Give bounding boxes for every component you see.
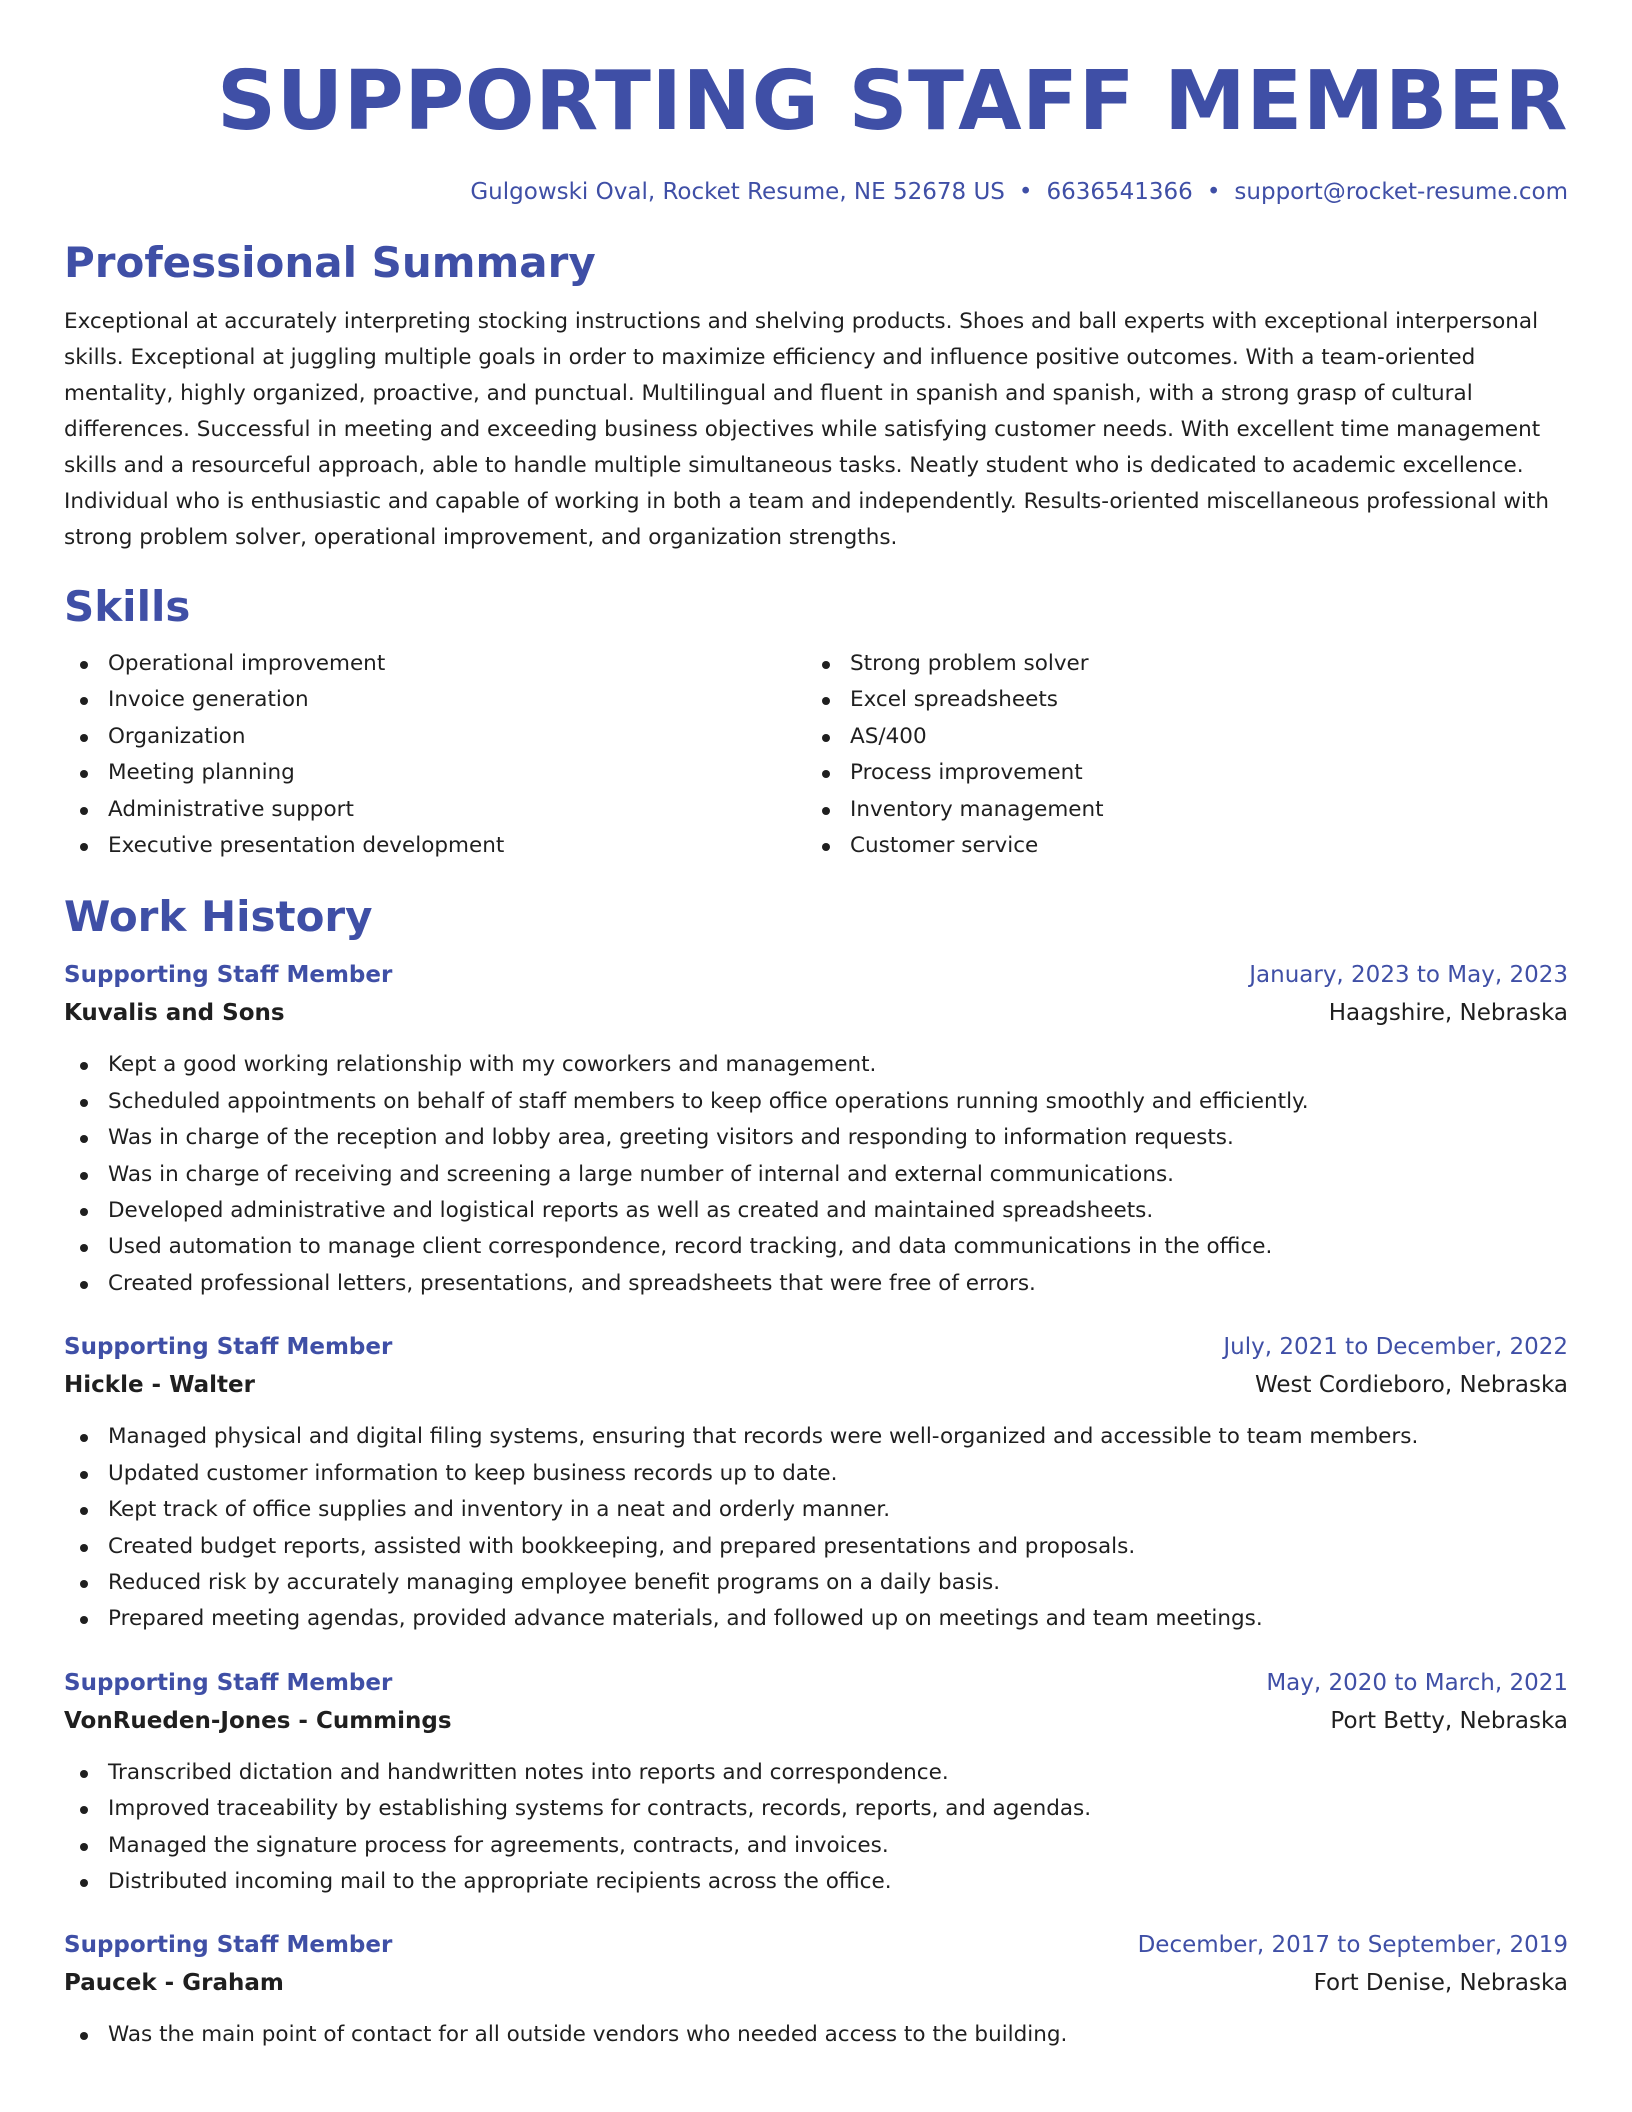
skills-right-column <box>806 646 1548 864</box>
phone-number: 6636541366 <box>1046 179 1193 205</box>
duty-item: Transcribed dictation and handwritten notes into reports and correspondence. <box>64 1755 1568 1791</box>
contact-separator: • <box>1018 179 1033 205</box>
professional-summary-section <box>64 236 1568 556</box>
job-duties <box>64 2017 1568 2053</box>
job-duties <box>64 1047 1568 1302</box>
work-history-section <box>64 890 1568 2053</box>
duty-item: Improved traceability by establishing systems for contracts, records, reports, and agendas. <box>64 1791 1568 1827</box>
address: Gulgowski Oval, Rocket Resume, NE 52678 US <box>470 179 1005 205</box>
job-entry <box>64 956 1568 1302</box>
job-duties <box>64 1419 1568 1637</box>
duty-item: Managed physical and digital filing systems, ensuring that records were well-organized and accessible to team members. <box>64 1419 1568 1455</box>
duty-item: Distributed incoming mail to the appropriate recipients across the office. <box>64 1864 1568 1900</box>
professional-summary-text: Exceptional at accurately interpreting stocking instructions and shelving products. Shoes and ball experts with exceptional interpersonal skills. Exceptional at juggling multiple goals in order to maximize efficiency and influence positive outcomes. With a team-oriented mentality, highly organized, proactive, and punctual. Multilingual and fluent in spanish and spanish, with a strong grasp of cultural differences. Successful in meeting and exceeding business objectives while satisfying customer needs. With excellent time management skills and a resourceful approach, able to handle multiple simultaneous tasks. Neatly student who is dedicated to academic excellence. Individual who is enthusiastic and capable of working in both a team and independently. Results-oriented miscellaneous professional with strong problem solver, operational improvement, and organization strengths. <box>64 309 1550 550</box>
job-heading-row <box>64 956 1568 994</box>
skill-item: AS/400 <box>806 719 1548 755</box>
job-company-row <box>64 1366 1568 1404</box>
job-dates: December, 2017 to September, 2019 <box>1137 1932 1568 1959</box>
duty-item: Updated customer information to keep business records up to date. <box>64 1456 1568 1492</box>
professional-summary-heading: Professional Summary <box>64 238 596 287</box>
skill-item: Excel spreadsheets <box>806 682 1548 718</box>
company-name: Hickle - Walter <box>64 1372 255 1399</box>
company-name: Paucek - Graham <box>64 1970 284 1997</box>
skill-item: Administrative support <box>64 792 806 828</box>
work-history-heading: Work History <box>64 892 373 942</box>
duty-item: Scheduled appointments on behalf of staff members to keep office operations running smoothly and efficiently. <box>64 1084 1568 1120</box>
company-name: VonRueden-Jones - Cummings <box>64 1707 452 1734</box>
job-location: Haagshire, Nebraska <box>1328 1000 1568 1027</box>
skills-section <box>64 580 1568 864</box>
job-heading-row <box>64 1926 1568 1964</box>
duty-item: Kept track of office supplies and inventory in a neat and orderly manner. <box>64 1492 1568 1528</box>
skill-item: Customer service <box>806 828 1548 864</box>
duty-item: Was in charge of the reception and lobby area, greeting visitors and responding to information requests. <box>64 1120 1568 1156</box>
duty-item: Developed administrative and logistical reports as well as created and maintained spreadsheets. <box>64 1193 1568 1229</box>
skill-item: Inventory management <box>806 792 1548 828</box>
duty-item: Reduced risk by accurately managing employee benefit programs on a daily basis. <box>64 1565 1568 1601</box>
job-duties <box>64 1755 1568 1901</box>
job-dates: May, 2020 to March, 2021 <box>1266 1669 1568 1696</box>
duty-item: Prepared meeting agendas, provided advance materials, and followed up on meetings and team meetings. <box>64 1601 1568 1637</box>
job-location: Fort Denise, Nebraska <box>1313 1970 1568 1997</box>
job-heading-row <box>64 1664 1568 1702</box>
duty-item: Used automation to manage client correspondence, record tracking, and data communications in the office. <box>64 1229 1568 1265</box>
job-title: Supporting Staff Member <box>64 1669 393 1696</box>
company-name: Kuvalis and Sons <box>64 1000 285 1027</box>
duty-item: Was the main point of contact for all outside vendors who needed access to the building. <box>64 2017 1568 2053</box>
job-company-row <box>64 1964 1568 2002</box>
email-address: support@rocket-resume.com <box>1234 179 1568 205</box>
job-title: Supporting Staff Member <box>64 962 393 989</box>
job-location: West Cordieboro, Nebraska <box>1255 1372 1568 1399</box>
duty-item: Kept a good working relationship with my coworkers and management. <box>64 1047 1568 1083</box>
duty-item: Created professional letters, presentations, and spreadsheets that were free of errors. <box>64 1266 1568 1302</box>
skill-item: Operational improvement <box>64 646 806 682</box>
skills-left-column <box>64 646 806 864</box>
skill-item: Process improvement <box>806 755 1548 791</box>
skill-item: Executive presentation development <box>64 828 806 864</box>
job-entry <box>64 1664 1568 1901</box>
resume-header <box>64 0 1568 208</box>
skills-columns <box>64 646 1568 864</box>
candidate-name: SUPPORTING STAFF MEMBER <box>217 54 1568 149</box>
job-entry <box>64 1926 1568 2053</box>
job-dates: July, 2021 to December, 2022 <box>1223 1334 1568 1361</box>
contact-line <box>64 176 1568 208</box>
job-title: Supporting Staff Member <box>64 1334 393 1361</box>
skill-item: Meeting planning <box>64 755 806 791</box>
job-title: Supporting Staff Member <box>64 1932 393 1959</box>
skill-item: Organization <box>64 719 806 755</box>
job-dates: January, 2023 to May, 2023 <box>1249 962 1568 989</box>
job-location: Port Betty, Nebraska <box>1330 1707 1568 1734</box>
duty-item: Was in charge of receiving and screening a large number of internal and external communications. <box>64 1157 1568 1193</box>
job-company-row <box>64 1702 1568 1740</box>
skill-item: Strong problem solver <box>806 646 1548 682</box>
contact-separator: • <box>1206 179 1221 205</box>
duty-item: Managed the signature process for agreements, contracts, and invoices. <box>64 1828 1568 1864</box>
duty-item: Created budget reports, assisted with bookkeeping, and prepared presentations and proposals. <box>64 1529 1568 1565</box>
job-entry <box>64 1328 1568 1637</box>
skill-item: Invoice generation <box>64 682 806 718</box>
job-heading-row <box>64 1328 1568 1366</box>
job-company-row <box>64 994 1568 1032</box>
skills-heading: Skills <box>64 582 191 631</box>
